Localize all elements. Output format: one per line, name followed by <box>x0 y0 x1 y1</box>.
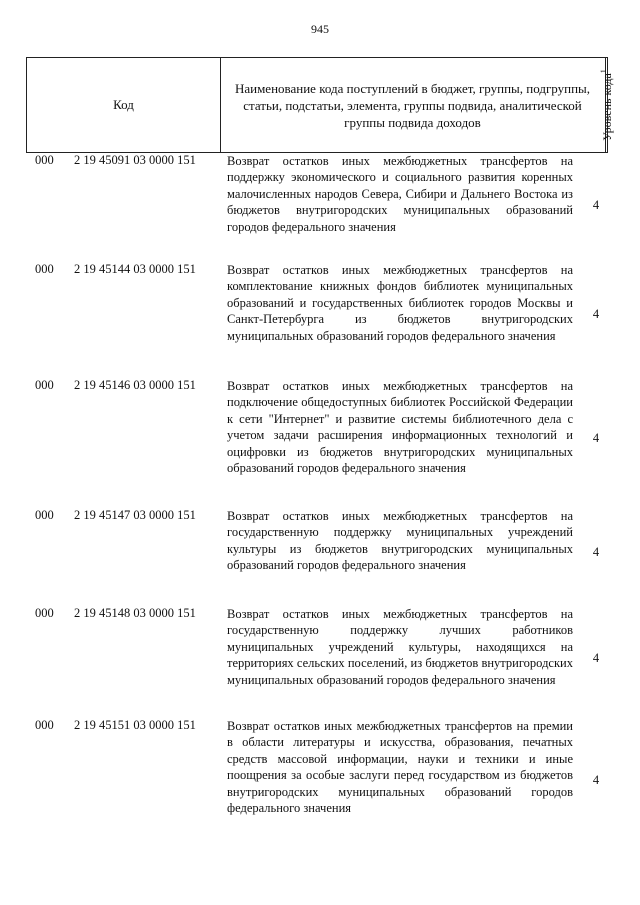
table-row <box>26 262 608 378</box>
header-level-text <box>599 69 615 141</box>
header-code: Код <box>27 58 221 152</box>
header-level-label: Уровень кода <box>599 73 614 141</box>
header-level-footnote: 1 <box>598 69 608 74</box>
row-code: 2 19 45151 03 0000 151 <box>74 718 196 732</box>
row-name: Возврат остатков иных межбюджетных трансфертов на подключение общедоступных библиотек Российской Федерации к сети "Интернет" и развитие системы библиотечного дела с учетом задачи расширения информационных технологий и оцифровки из бюджетов внутригородских муниципальных образований городов федерального значения <box>227 379 573 476</box>
row-level: 4 <box>592 773 600 787</box>
row-admin-code: 000 <box>35 718 54 732</box>
table-row <box>26 153 608 262</box>
table-row <box>26 508 608 606</box>
row-name: Возврат остатков иных межбюджетных трансфертов на поддержку экономического и социального развития коренных малочисленных народов Севера, Сибири и Дальнего Востока из бюджетов внутригородских муниципальных образований городов федерального значения <box>227 154 573 234</box>
row-name: Возврат остатков иных межбюджетных трансфертов на комплектование книжных фондов библиотек муниципальных образований и государственных библиотек городов Москвы и Санкт-Петербурга из бюджетов внутригородских муниципальных образований городов федерального значения <box>227 263 573 343</box>
row-admin-code: 000 <box>35 153 54 167</box>
row-code: 2 19 45091 03 0000 151 <box>74 153 196 167</box>
table-header <box>26 57 614 153</box>
row-name: Возврат остатков иных межбюджетных трансфертов на государственную поддержку лучших работников муниципальных учреждений культуры, находящихся на территориях сельских поселений, из бюджетов внутригородских муниципальных образований городов федерального значения <box>227 607 573 687</box>
header-level <box>598 58 614 152</box>
row-level: 4 <box>592 545 600 559</box>
row-admin-code: 000 <box>35 606 54 620</box>
row-admin-code: 000 <box>35 378 54 392</box>
table-row <box>26 378 608 508</box>
table-row <box>26 606 608 718</box>
table-row <box>26 718 608 843</box>
row-level: 4 <box>592 431 600 445</box>
row-name: Возврат остатков иных межбюджетных трансфертов на государственную поддержку муниципальных учреждений культуры из бюджетов внутригородских муниципальных образований городов федерального значения <box>227 509 573 573</box>
table-body <box>26 153 608 843</box>
row-admin-code: 000 <box>35 508 54 522</box>
row-level: 4 <box>592 198 600 212</box>
row-admin-code: 000 <box>35 262 54 276</box>
row-name: Возврат остатков иных межбюджетных трансфертов на премии в области литературы и искусства, образования, печатных средств массовой информации, науки и техники и иные поощрения за особые заслуги перед государством из бюджетов внутригородских муниципальных образований городов федерального значения <box>227 719 573 816</box>
header-name: Наименование кода поступлений в бюджет, группы, подгруппы, статьи, подстатьи, элемента, группы подвида, аналитической группы подвида доходов <box>220 58 606 152</box>
row-code: 2 19 45144 03 0000 151 <box>74 262 196 276</box>
row-code: 2 19 45148 03 0000 151 <box>74 606 196 620</box>
row-code: 2 19 45146 03 0000 151 <box>74 378 196 392</box>
row-code: 2 19 45147 03 0000 151 <box>74 508 196 522</box>
row-level: 4 <box>592 307 600 321</box>
page-number: 945 <box>311 22 329 36</box>
row-level: 4 <box>592 651 600 665</box>
